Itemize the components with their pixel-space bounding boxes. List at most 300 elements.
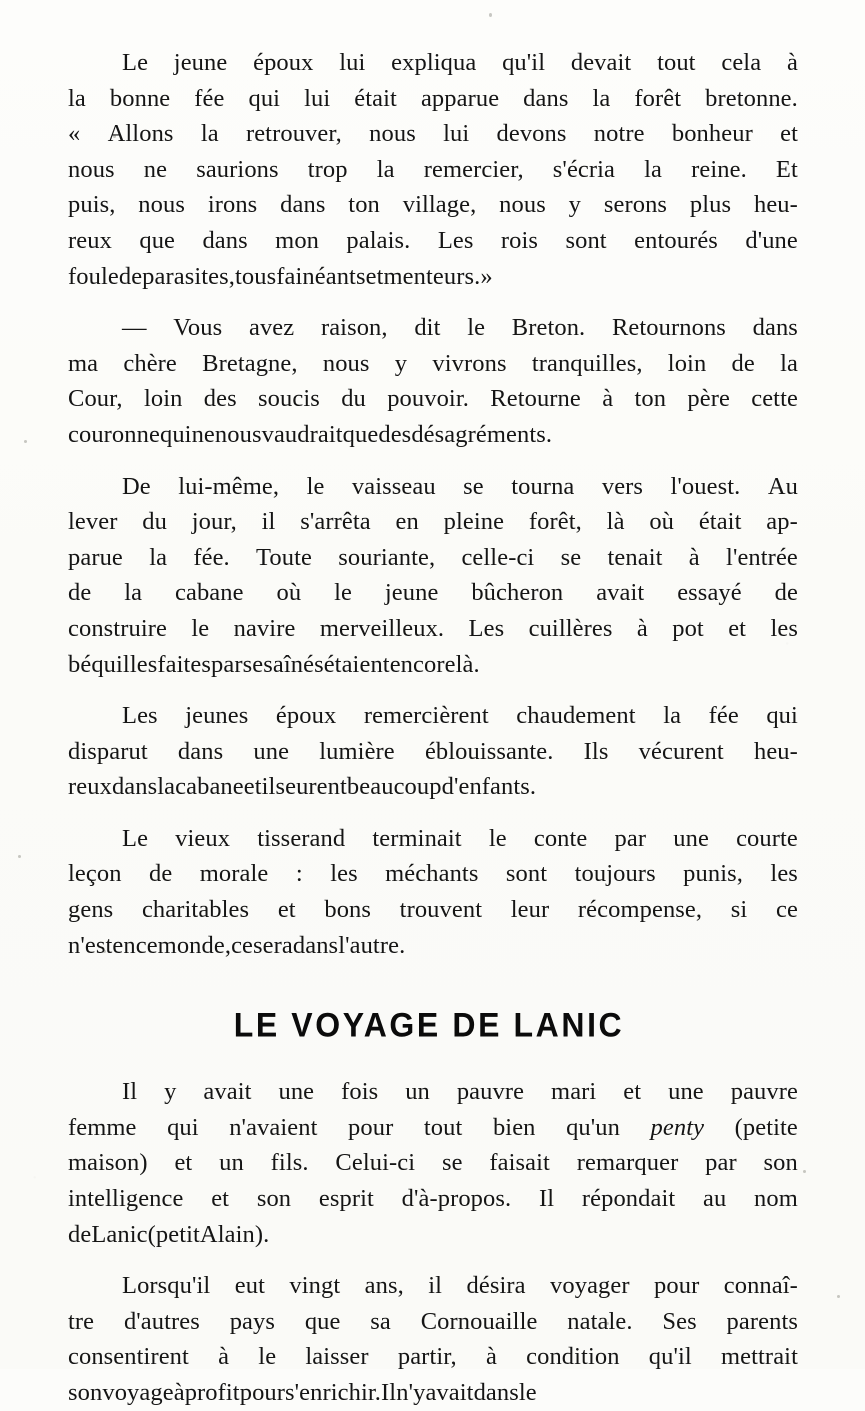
line-word: ap-: [766, 508, 798, 536]
line-word: tre: [68, 1307, 95, 1335]
line-word: parasites,: [142, 262, 236, 290]
line-word: époux: [253, 49, 314, 76]
line-word: dans: [752, 314, 798, 342]
text-line: [68, 1145, 798, 1181]
scan-speck: [837, 1295, 840, 1298]
line-word: un: [405, 1078, 430, 1106]
line-word: «: [68, 120, 81, 148]
line-word: Le: [122, 49, 149, 76]
line-word: les: [770, 614, 798, 642]
line-word: nous: [322, 349, 370, 377]
line-word: loin: [667, 349, 707, 377]
line-word: les: [330, 860, 358, 888]
line-word: —: [122, 314, 147, 342]
line-word: irons: [207, 191, 258, 219]
line-word: par: [614, 824, 647, 852]
line-word: remercièrent: [363, 702, 489, 730]
line-word: loin: [143, 385, 183, 413]
line-word: punis,: [683, 860, 743, 888]
line-word: et: [277, 896, 296, 924]
line-word: Il: [538, 1185, 555, 1213]
text-line: [68, 1181, 798, 1217]
line-word: qui: [766, 702, 798, 730]
line-word: remarquer: [576, 1149, 679, 1177]
line-word: vingt: [289, 1272, 341, 1300]
text-line: [68, 346, 798, 382]
line-word: menteurs.: [383, 262, 481, 290]
line-word: béquilles: [68, 650, 158, 678]
line-word: de: [149, 860, 173, 888]
line-word: Allons: [107, 120, 174, 148]
line-word: Il: [381, 1379, 397, 1406]
line-word: qu'il: [502, 49, 546, 76]
line-word: construire: [68, 614, 167, 642]
line-word: sont: [565, 226, 607, 254]
line-word: n'y: [396, 1379, 426, 1406]
line-word: maison): [68, 1149, 148, 1177]
line-word: n'est: [68, 931, 113, 959]
line-word: fois: [341, 1078, 379, 1106]
line-word: ton: [634, 385, 667, 413]
line-word: essayé: [677, 579, 742, 607]
line-word: ses: [242, 650, 273, 678]
line-word: qui: [167, 1113, 199, 1141]
line-word: trop: [307, 155, 348, 183]
line-word: De: [122, 472, 151, 500]
line-word: profit: [184, 1379, 240, 1406]
line-word: le: [306, 472, 325, 500]
line-word: ton: [348, 191, 380, 219]
line-word: devons: [496, 120, 567, 148]
line-word: soucis: [258, 385, 320, 413]
text-line: [68, 647, 798, 683]
line-word: se: [463, 472, 484, 500]
line-word: nom: [754, 1185, 798, 1213]
line-word: dit: [414, 314, 441, 342]
line-word: fée: [194, 84, 225, 112]
line-word: avait: [425, 1379, 474, 1406]
line-word: d'autres: [123, 1307, 200, 1335]
line-word: la: [149, 543, 168, 571]
text-line: [68, 469, 798, 505]
line-word: avez: [248, 314, 295, 342]
scan-speck: [24, 440, 27, 443]
line-word: la: [157, 773, 176, 801]
text-line: [68, 611, 798, 647]
text-line: [68, 540, 798, 576]
line-word: une: [673, 824, 709, 852]
line-word: et: [728, 614, 747, 642]
line-word: gens: [68, 896, 114, 924]
line-word: pauvre: [730, 1078, 798, 1106]
line-word: cette: [751, 385, 798, 413]
line-word: pauvre: [456, 1078, 525, 1106]
line-word: eut: [234, 1272, 265, 1300]
line-word: notre: [593, 120, 645, 148]
line-word: la: [68, 84, 86, 112]
line-word: dans: [177, 737, 224, 765]
line-word: toujours: [574, 860, 656, 888]
line-word: couronne: [68, 420, 160, 448]
line-word: chère: [123, 349, 177, 377]
line-word: leçon: [68, 860, 122, 888]
line-word: jour,: [191, 508, 237, 536]
line-word: que: [342, 420, 379, 448]
line-word: jeune: [173, 49, 228, 76]
line-word: vers: [601, 472, 644, 500]
line-word: d'à-propos.: [401, 1185, 512, 1213]
line-word: l'entrée: [726, 543, 798, 571]
line-word: que: [139, 226, 176, 254]
scan-speck: [489, 13, 492, 17]
line-word: des: [378, 420, 412, 448]
line-word: à: [688, 543, 700, 571]
line-word: Retournons: [611, 314, 726, 342]
line-word: du: [142, 508, 167, 536]
line-word: cabane: [175, 773, 244, 801]
text-line: [68, 187, 798, 223]
line-word: une: [278, 1078, 315, 1106]
line-word: terminait: [372, 824, 462, 852]
line-word: vieux: [175, 824, 231, 852]
line-word: la: [124, 579, 143, 607]
line-word: ma: [68, 349, 99, 377]
line-word: Ses: [662, 1307, 697, 1335]
line-word: bonheur: [671, 120, 753, 148]
line-word: à: [786, 49, 798, 76]
line-word: faites: [157, 650, 212, 678]
text-line: [68, 1304, 798, 1340]
text-line: [68, 223, 798, 259]
line-word: la: [376, 155, 395, 183]
line-word: un: [219, 1149, 244, 1177]
line-word: et: [365, 262, 384, 290]
line-word: Il: [122, 1078, 138, 1106]
line-word: courte: [736, 824, 798, 852]
line-word: à: [485, 1343, 497, 1371]
line-word: bons: [324, 896, 372, 924]
line-word: retrouver,: [245, 120, 342, 148]
line-word: vivrons: [432, 349, 507, 377]
line-word: Toute: [256, 543, 312, 571]
line-word: fée.: [193, 543, 230, 571]
line-word: cuillères: [528, 614, 613, 642]
line-word: Lanic: [91, 1220, 148, 1248]
text-line: [68, 892, 798, 928]
text-line: [68, 381, 798, 417]
line-word: jeunes: [185, 702, 249, 730]
line-word: au: [703, 1185, 727, 1213]
line-word: répondait: [581, 1185, 676, 1213]
line-word: ce: [135, 931, 158, 959]
line-word: bonne: [109, 84, 171, 112]
line-word: pleine: [443, 508, 505, 536]
line-word: cela: [721, 49, 762, 76]
paragraph: [68, 1268, 798, 1410]
text-line: [68, 1339, 798, 1375]
line-word: celle-ci: [461, 543, 535, 571]
line-word: le: [467, 314, 486, 342]
line-word: en: [395, 508, 419, 536]
line-word: pot: [672, 614, 704, 642]
line-word: à: [173, 1379, 185, 1406]
line-word: esprit: [318, 1185, 374, 1213]
section-heading: LE VOYAGE DE LANIC: [233, 1006, 625, 1045]
line-word: (petit: [147, 1220, 200, 1248]
line-word: de: [68, 579, 92, 607]
text-line: [68, 152, 798, 188]
text-line: [68, 45, 798, 81]
line-word: serons: [603, 191, 668, 219]
line-word: foule: [68, 262, 119, 290]
paragraph: [68, 45, 798, 294]
line-word: où: [649, 508, 675, 536]
line-word: voyager: [550, 1272, 630, 1300]
text-line: [68, 928, 798, 964]
line-word: parents: [726, 1307, 798, 1335]
line-word: forêt,: [528, 508, 582, 536]
line-word: pays: [229, 1307, 276, 1335]
line-word: tous: [235, 262, 277, 290]
line-word: Les: [122, 702, 158, 730]
line-word: étaient: [323, 650, 390, 678]
line-word: ce: [775, 896, 798, 924]
line-word: Cornouaille: [420, 1307, 538, 1335]
line-word: Lorsqu'il: [122, 1272, 211, 1300]
line-word: Bretagne,: [202, 349, 298, 377]
line-word: se: [441, 1149, 463, 1177]
line-word: Celui-ci: [335, 1149, 416, 1177]
line-word: des: [203, 385, 237, 413]
line-word: femme: [68, 1113, 137, 1141]
line-word: rois: [500, 226, 539, 254]
line-word: heu-: [753, 191, 798, 219]
paragraph: [68, 469, 798, 683]
line-word: lever: [68, 508, 118, 536]
line-word: et: [211, 1185, 230, 1213]
text-line: [68, 1268, 798, 1304]
line-word: lui-même,: [178, 472, 280, 500]
line-word: si: [730, 896, 748, 924]
line-word: pouvoir.: [387, 385, 469, 413]
line-word: tisserand: [257, 824, 346, 852]
line-word: était: [354, 84, 397, 112]
line-word: par: [211, 650, 243, 678]
line-word: entourés: [634, 226, 718, 254]
line-word: reine.: [691, 155, 747, 183]
line-word: sont: [505, 860, 548, 888]
line-word: vécurent: [638, 737, 724, 765]
line-word: connaî-: [723, 1272, 798, 1300]
line-word: le: [191, 614, 210, 642]
line-word: en: [112, 931, 136, 959]
text-line: [68, 81, 798, 117]
line-word: jeune: [384, 579, 439, 607]
line-word: reux: [68, 226, 112, 254]
line-word: il: [428, 1272, 443, 1300]
line-word: morale: [199, 860, 269, 888]
line-word: remercier,: [423, 155, 524, 183]
line-word: avait: [596, 579, 645, 607]
line-word: le: [334, 579, 352, 607]
line-word: eurent: [285, 773, 347, 801]
line-word: natale.: [567, 1307, 633, 1335]
line-word: bûcheron: [471, 579, 564, 607]
line-word: Retourne: [490, 385, 581, 413]
line-word: nous: [138, 191, 185, 219]
line-word: d'enfants.: [441, 773, 537, 801]
line-word: monde,: [157, 931, 232, 959]
line-word: Le: [122, 824, 149, 852]
line-word: la: [592, 84, 611, 112]
line-word: nous: [68, 155, 115, 183]
line-word: l'autre.: [338, 931, 406, 959]
line-word: à: [218, 1343, 230, 1371]
line-word: :: [295, 860, 303, 888]
line-word: condition: [526, 1343, 620, 1371]
line-word: vaisseau: [351, 472, 436, 500]
line-word: disparut: [68, 737, 148, 765]
text-line: [68, 1110, 798, 1146]
line-word: plus: [689, 191, 732, 219]
line-word: dans: [202, 226, 248, 254]
line-word: de: [774, 579, 798, 607]
line-word: mari: [551, 1078, 597, 1106]
line-word: vaudrait: [261, 420, 343, 448]
line-word: saurions: [196, 155, 279, 183]
line-word: y: [568, 191, 582, 219]
line-word: laisser: [305, 1343, 369, 1371]
line-word: la: [663, 702, 682, 730]
line-word: et: [623, 1078, 642, 1106]
line-word: du: [341, 385, 366, 413]
line-word: son: [68, 1379, 103, 1406]
paragraph: [68, 1074, 798, 1252]
line-word: Les: [468, 614, 505, 642]
line-word: puis,: [68, 191, 116, 219]
line-word: y: [164, 1078, 177, 1106]
text-line: [68, 1375, 798, 1411]
line-word: charitables: [141, 896, 250, 924]
line-word: et: [243, 773, 262, 801]
line-word: qui: [248, 84, 281, 112]
line-word: nous: [369, 120, 416, 148]
line-word: palais.: [346, 226, 411, 254]
text-line: [68, 821, 798, 857]
line-word: il: [261, 508, 276, 536]
line-word: dans: [523, 84, 569, 112]
line-word: là.: [455, 650, 480, 678]
line-word: bretonne.: [705, 84, 798, 112]
line-word: avait: [203, 1078, 252, 1106]
line-word: sera: [253, 931, 293, 959]
line-word: s'écria: [552, 155, 616, 183]
line-word: expliqua: [391, 49, 477, 76]
line-word: lui: [443, 120, 470, 148]
line-word: Alain).: [199, 1220, 270, 1248]
line-word: beaucoup: [346, 773, 442, 801]
line-word: (petite: [734, 1113, 798, 1141]
line-word: ce: [231, 931, 254, 959]
line-word: pour: [348, 1113, 394, 1141]
page-text-body: [68, 45, 798, 1411]
line-word: nous: [214, 420, 262, 448]
line-word: nous: [499, 191, 546, 219]
line-word: à: [636, 614, 648, 642]
line-word: village,: [402, 191, 477, 219]
line-word: mettrait: [720, 1343, 798, 1371]
line-word: raison,: [320, 314, 388, 342]
line-word: à: [602, 385, 614, 413]
line-word: que: [304, 1307, 341, 1335]
line-word: devait: [570, 49, 632, 76]
line-word: conte: [533, 824, 588, 852]
line-word: ne: [191, 420, 215, 448]
line-word: l'ouest.: [670, 472, 741, 500]
line-word: tout: [657, 49, 696, 76]
line-word: Les: [437, 226, 474, 254]
line-word: pour: [654, 1272, 700, 1300]
line-word: encore: [389, 650, 456, 678]
line-word: la: [780, 349, 798, 377]
line-word: qui: [159, 420, 192, 448]
line-word: ne: [143, 155, 168, 183]
paragraph: [68, 821, 798, 963]
line-word: lui: [304, 84, 331, 112]
text-line: [68, 417, 798, 453]
line-word: Breton.: [511, 314, 586, 342]
line-word: son: [763, 1149, 798, 1177]
text-line: [68, 575, 798, 611]
line-word: éblouissante.: [424, 737, 554, 765]
line-word: Cour,: [68, 385, 123, 413]
text-line: [68, 259, 798, 295]
line-word: une: [253, 737, 290, 765]
paragraph: [68, 698, 798, 805]
line-word: qu'il: [648, 1343, 692, 1371]
line-word: d'une: [745, 226, 798, 254]
line-word: dans: [280, 191, 326, 219]
text-line: [68, 734, 798, 770]
line-word: Ils: [583, 737, 609, 765]
line-word: cabane: [175, 579, 244, 607]
line-word: Et: [775, 155, 798, 183]
text-line: [68, 856, 798, 892]
line-word: merveilleux.: [319, 614, 445, 642]
line-word: mon: [275, 226, 320, 254]
line-word: partir,: [397, 1343, 457, 1371]
line-word: trouvent: [399, 896, 483, 924]
line-word: de: [68, 1220, 92, 1248]
line-word: père: [687, 385, 730, 413]
line-word: faisait: [489, 1149, 550, 1177]
line-word: se: [560, 543, 582, 571]
line-word: la: [644, 155, 663, 183]
line-word: s'arrêta: [300, 508, 371, 536]
line-word: la: [200, 120, 219, 148]
line-word: »: [480, 262, 493, 290]
line-word: voyage: [102, 1379, 174, 1406]
line-word: leur: [510, 896, 550, 924]
line-word: où: [276, 579, 302, 607]
line-word: le: [518, 1379, 537, 1406]
line-word: lumière: [319, 737, 395, 765]
line-word: ils: [261, 773, 286, 801]
line-word: était: [698, 508, 742, 536]
line-word: de: [118, 262, 143, 290]
text-line: [68, 769, 798, 805]
line-word: intelligence: [68, 1185, 184, 1213]
